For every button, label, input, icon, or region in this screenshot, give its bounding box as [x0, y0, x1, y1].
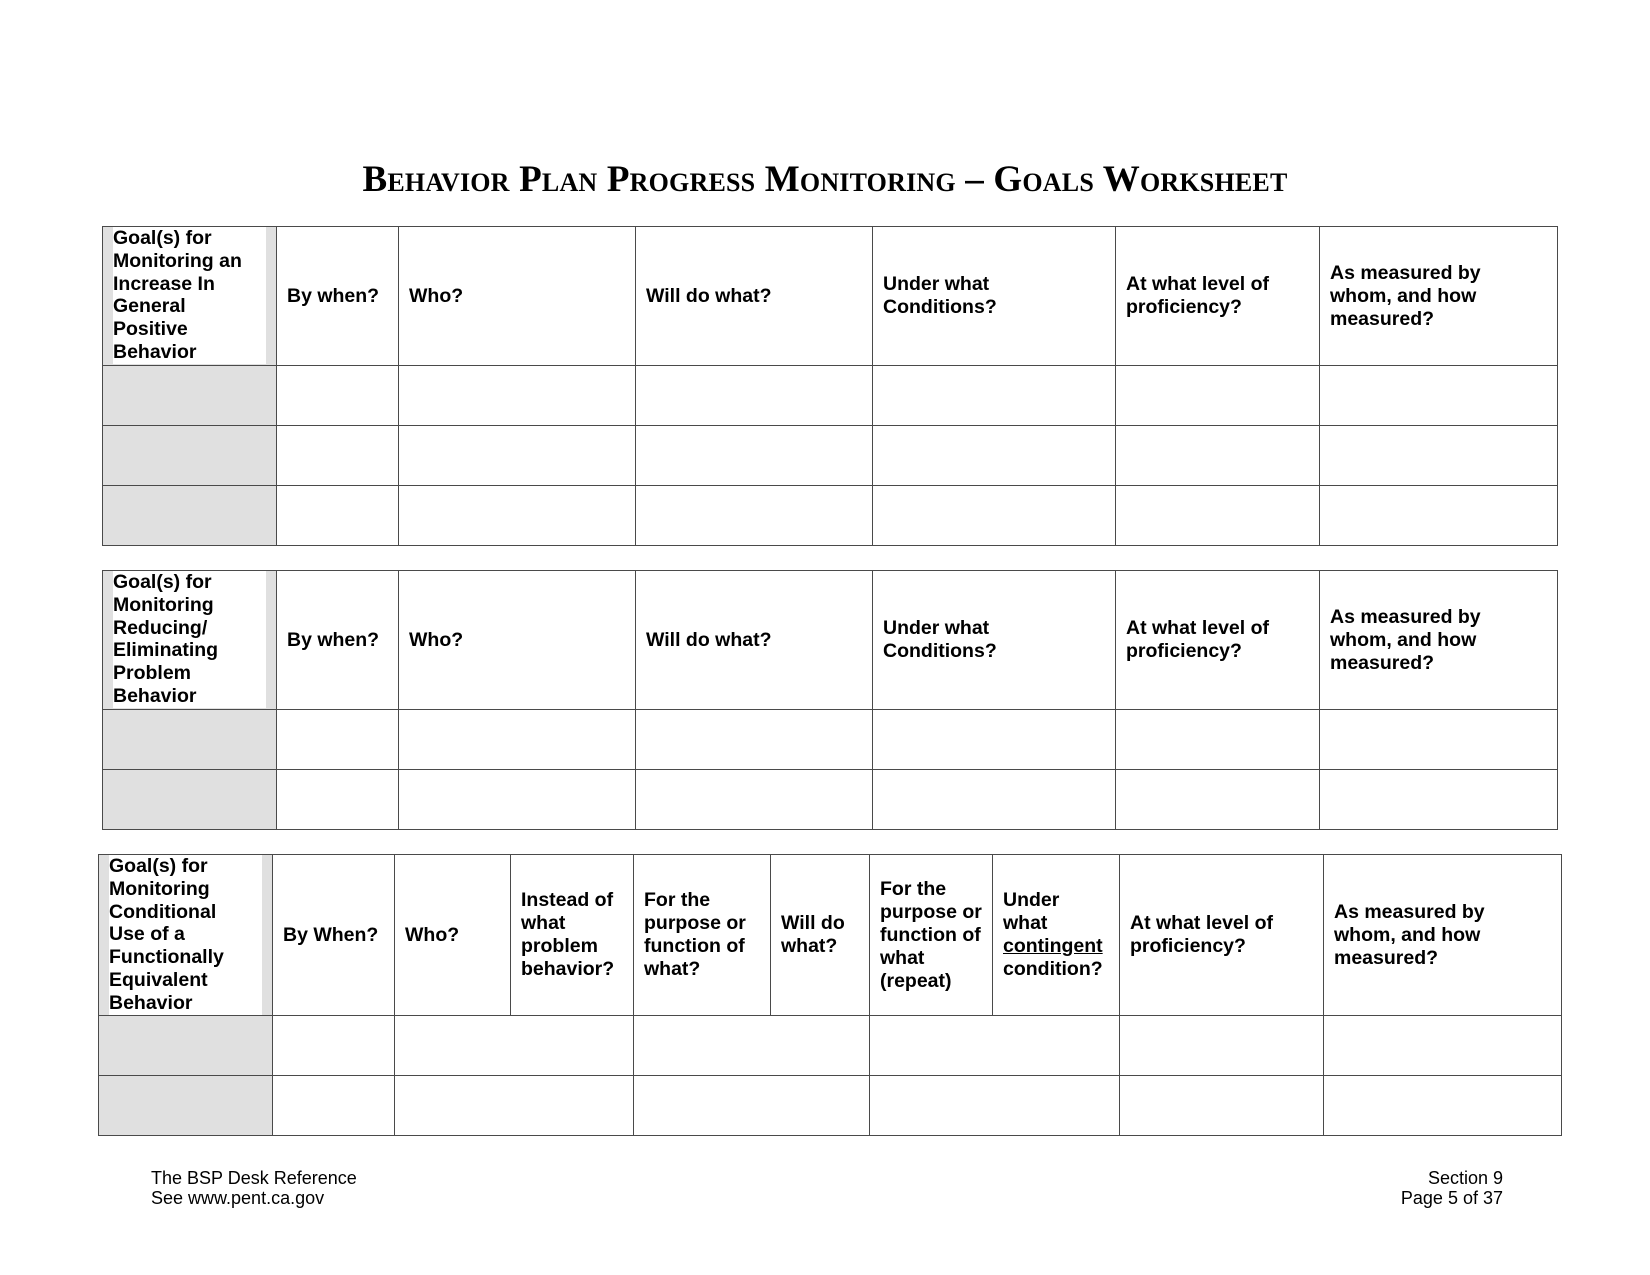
header-by-when: By When? — [273, 855, 395, 1016]
goals-table-increase-positive-behavior — [102, 226, 1558, 546]
goal-label-line: Equivalent — [109, 969, 262, 992]
footer-website: See www.pent.ca.gov — [151, 1188, 325, 1208]
input-cell[interactable] — [277, 710, 399, 770]
table-row — [99, 1076, 1562, 1136]
header-measured-by: As measured by whom, and how measured? — [1320, 571, 1558, 710]
footer-section: Section 9 — [1427, 1168, 1503, 1188]
page-title: Behavior Plan Progress Monitoring – Goals Worksheet — [362, 159, 1288, 200]
goal-label-line: Monitoring — [109, 878, 262, 901]
goal-label-line: Monitoring an — [113, 250, 266, 273]
footer-doc-title: The BSP Desk Reference — [151, 1168, 357, 1188]
goal-label-line: Goal(s) for — [113, 227, 266, 250]
input-cell[interactable] — [1320, 426, 1558, 486]
header-will-do-what: Will do what? — [636, 227, 873, 366]
input-cell[interactable] — [1320, 486, 1558, 546]
goal-label-line: Eliminating — [113, 639, 266, 662]
input-cell[interactable] — [634, 1016, 870, 1076]
input-cell[interactable] — [1116, 710, 1320, 770]
input-cell[interactable] — [277, 426, 399, 486]
input-cell[interactable] — [870, 1016, 1120, 1076]
header-contingent-pre: Under what — [1003, 889, 1060, 934]
header-contingent-condition — [993, 855, 1120, 1016]
input-cell[interactable] — [1120, 1016, 1324, 1076]
input-cell[interactable] — [873, 770, 1116, 830]
input-cell[interactable] — [1324, 1076, 1562, 1136]
goal-cell[interactable] — [99, 1076, 273, 1136]
input-cell[interactable] — [277, 366, 399, 426]
goal-label-line: Functionally — [109, 946, 262, 969]
input-cell[interactable] — [1320, 366, 1558, 426]
input-cell[interactable] — [873, 426, 1116, 486]
input-cell[interactable] — [1324, 1016, 1562, 1076]
input-cell[interactable] — [873, 366, 1116, 426]
table-row — [99, 1016, 1562, 1076]
input-cell[interactable] — [399, 366, 636, 426]
goal-cell[interactable] — [103, 366, 277, 426]
header-contingent-post: condition? — [1003, 958, 1103, 980]
goal-cell[interactable] — [103, 486, 277, 546]
table-row — [103, 366, 1558, 426]
header-by-when: By when? — [277, 571, 399, 710]
input-cell[interactable] — [273, 1076, 395, 1136]
header-row — [99, 855, 1562, 1016]
footer-left — [151, 1168, 357, 1208]
goal-label-line: Behavior — [113, 685, 266, 708]
input-cell[interactable] — [399, 486, 636, 546]
input-cell[interactable] — [399, 710, 636, 770]
header-who: Who? — [399, 571, 636, 710]
header-level-of-proficiency: At what level of proficiency? — [1116, 571, 1320, 710]
input-cell[interactable] — [399, 426, 636, 486]
goal-label-line: Reducing/ — [113, 617, 266, 640]
footer-page-number: Page 5 of 37 — [1400, 1188, 1503, 1208]
input-cell[interactable] — [1320, 770, 1558, 830]
header-will-do-what: Will do what? — [636, 571, 873, 710]
goal-cell[interactable] — [103, 710, 277, 770]
header-measured-by: As measured by whom, and how measured? — [1320, 227, 1558, 366]
header-measured-by: As measured by whom, and how measured? — [1324, 855, 1562, 1016]
goal-label-line: Problem — [113, 662, 266, 685]
goal-label-cell — [103, 227, 277, 366]
header-instead-of-problem-behavior: Instead of what problem behavior? — [511, 855, 634, 1016]
input-cell[interactable] — [277, 486, 399, 546]
header-by-when: By when? — [277, 227, 399, 366]
table-row — [103, 710, 1558, 770]
header-level-of-proficiency: At what level of proficiency? — [1116, 227, 1320, 366]
input-cell[interactable] — [1116, 366, 1320, 426]
input-cell[interactable] — [277, 770, 399, 830]
header-row — [103, 227, 1558, 366]
input-cell[interactable] — [273, 1016, 395, 1076]
header-row — [103, 571, 1558, 710]
goal-label-line: General — [113, 295, 266, 318]
goal-label-line: Positive — [113, 318, 266, 341]
goals-table-functionally-equivalent-behavior — [98, 854, 1562, 1136]
goal-label-cell — [99, 855, 273, 1016]
goal-label-line: Behavior — [109, 992, 262, 1015]
goal-label-line: Goal(s) for — [113, 571, 266, 594]
input-cell[interactable] — [399, 770, 636, 830]
goal-label-line: Use of a — [109, 923, 262, 946]
goal-cell[interactable] — [99, 1016, 273, 1076]
header-under-what-conditions: Under what Conditions? — [873, 227, 1116, 366]
input-cell[interactable] — [636, 486, 873, 546]
input-cell[interactable] — [636, 366, 873, 426]
input-cell[interactable] — [1320, 710, 1558, 770]
goal-cell[interactable] — [103, 426, 277, 486]
goals-table-reduce-problem-behavior — [102, 570, 1558, 830]
header-level-of-proficiency: At what level of proficiency? — [1120, 855, 1324, 1016]
header-purpose-repeat: For the purpose or function of what (repeat) — [870, 855, 993, 1016]
header-will-do-what: Will do what? — [771, 855, 870, 1016]
table-row — [103, 486, 1558, 546]
input-cell[interactable] — [873, 710, 1116, 770]
input-cell[interactable] — [634, 1076, 870, 1136]
input-cell[interactable] — [873, 486, 1116, 546]
input-cell[interactable] — [870, 1076, 1120, 1136]
goal-label-line: Monitoring — [113, 594, 266, 617]
input-cell[interactable] — [395, 1076, 634, 1136]
header-under-what-conditions: Under what Conditions? — [873, 571, 1116, 710]
input-cell[interactable] — [636, 426, 873, 486]
header-who: Who? — [399, 227, 636, 366]
input-cell[interactable] — [1116, 426, 1320, 486]
table-row — [103, 770, 1558, 830]
input-cell[interactable] — [636, 710, 873, 770]
header-contingent-word: contingent — [1003, 935, 1103, 957]
table-row — [103, 426, 1558, 486]
input-cell[interactable] — [636, 770, 873, 830]
goal-label-line: Behavior — [113, 341, 266, 364]
header-purpose-or-function: For the purpose or function of what? — [634, 855, 771, 1016]
header-who: Who? — [395, 855, 511, 1016]
input-cell[interactable] — [1116, 486, 1320, 546]
goal-label-line: Conditional — [109, 901, 262, 924]
goal-cell[interactable] — [103, 770, 277, 830]
footer-right — [1401, 1168, 1503, 1208]
goal-label-cell — [103, 571, 277, 710]
input-cell[interactable] — [1120, 1076, 1324, 1136]
goal-label-line: Increase In — [113, 273, 266, 296]
input-cell[interactable] — [395, 1016, 634, 1076]
goal-label-line: Goal(s) for — [109, 855, 262, 878]
input-cell[interactable] — [1116, 770, 1320, 830]
